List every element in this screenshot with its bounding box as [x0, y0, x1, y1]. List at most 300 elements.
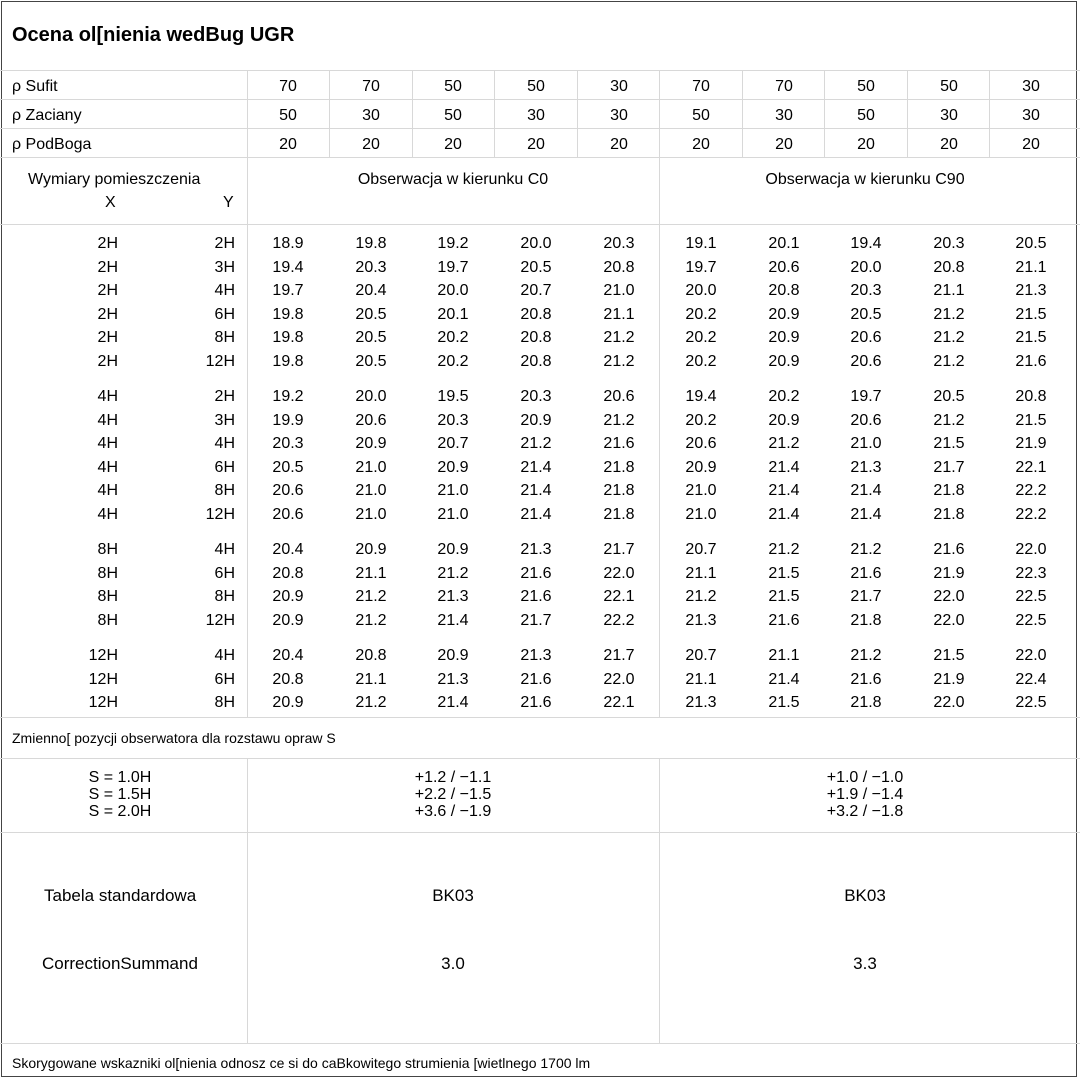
- ugr-value-c90: 19.4: [850, 235, 882, 252]
- ugr-value-c90: 20.9: [768, 412, 800, 429]
- divider: [0, 99, 1080, 100]
- ugr-value-c90: 21.0: [685, 482, 717, 499]
- ugr-value-c90: 21.8: [850, 612, 882, 629]
- room-dimension-x: 4H: [97, 459, 118, 476]
- ugr-value-c0: 19.2: [272, 388, 304, 405]
- c0-direction-heading: Obserwacja w kierunku C0: [357, 171, 549, 188]
- ugr-value-c0: 21.7: [603, 541, 635, 558]
- ugr-value-c0: 21.6: [520, 565, 552, 582]
- ugr-value-c0: 22.1: [603, 588, 635, 605]
- reflectance-value: 30: [1022, 78, 1040, 95]
- ugr-value-c90: 21.0: [850, 435, 882, 452]
- ugr-value-c90: 21.1: [685, 565, 717, 582]
- ugr-value-c0: 20.7: [437, 435, 469, 452]
- ugr-value-c0: 20.0: [355, 388, 387, 405]
- c90-direction-heading: Obserwacja w kierunku C90: [765, 171, 965, 188]
- reflectance-value: 20: [940, 136, 958, 153]
- ugr-value-c0: 20.7: [520, 282, 552, 299]
- ugr-value-c90: 20.2: [685, 329, 717, 346]
- ugr-value-c0: 20.8: [272, 671, 304, 688]
- ugr-value-c90: 21.7: [933, 459, 965, 476]
- ugr-value-c0: 21.8: [603, 482, 635, 499]
- ugr-value-c0: 20.3: [603, 235, 635, 252]
- divider: [0, 832, 1080, 833]
- ugr-value-c90: 22.2: [1015, 506, 1047, 523]
- reflectance-value: 20: [857, 136, 875, 153]
- ugr-value-c90: 21.4: [768, 506, 800, 523]
- room-dimension-x: 4H: [97, 412, 118, 429]
- ugr-value-c0: 21.2: [355, 588, 387, 605]
- divider: [247, 70, 248, 157]
- room-dimension-y: 8H: [214, 694, 235, 711]
- ugr-value-c90: 20.2: [685, 412, 717, 429]
- divider: [989, 70, 990, 157]
- ugr-value-c90: 19.1: [685, 235, 717, 252]
- ugr-value-c0: 20.8: [355, 647, 387, 664]
- standard-table-label: Tabela standardowa: [44, 886, 197, 905]
- room-dimension-x: 2H: [97, 282, 118, 299]
- ugr-value-c90: 19.7: [850, 388, 882, 405]
- room-dimension-x: 2H: [97, 329, 118, 346]
- ugr-value-c90: 20.2: [768, 388, 800, 405]
- ugr-value-c90: 21.2: [768, 541, 800, 558]
- reflectance-value: 70: [775, 78, 793, 95]
- divider: [824, 70, 825, 157]
- reflectance-value: 50: [444, 78, 462, 95]
- room-dimension-y: 6H: [214, 306, 235, 323]
- room-dimension-y: 8H: [214, 329, 235, 346]
- ugr-value-c0: 20.5: [355, 306, 387, 323]
- ugr-value-c90: 21.5: [1015, 412, 1047, 429]
- ugr-value-c90: 20.6: [685, 435, 717, 452]
- ugr-value-c90: 20.5: [1015, 235, 1047, 252]
- standard-table-c0: BK03: [432, 886, 474, 905]
- room-dimension-x: 8H: [97, 541, 118, 558]
- ugr-value-c0: 20.9: [437, 541, 469, 558]
- ugr-value-c0: 21.3: [520, 647, 552, 664]
- reflectance-value: 20: [444, 136, 462, 153]
- room-dimension-x: 2H: [97, 353, 118, 370]
- ugr-value-c0: 21.8: [603, 459, 635, 476]
- ugr-value-c0: 20.9: [272, 694, 304, 711]
- ugr-value-c90: 22.5: [1015, 588, 1047, 605]
- ugr-value-c0: 20.0: [520, 235, 552, 252]
- room-dimension-x: 2H: [97, 235, 118, 252]
- ugr-value-c0: 20.3: [520, 388, 552, 405]
- variation-value: +1.2 / −1.1: [414, 769, 492, 786]
- divider: [659, 758, 660, 1043]
- divider: [0, 224, 1080, 225]
- spacing-value: S = 1.0H: [88, 769, 152, 786]
- spacing-column: [60, 769, 180, 820]
- ugr-value-c0: 21.0: [355, 459, 387, 476]
- variation-value: +1.0 / −1.0: [826, 769, 904, 786]
- ugr-value-c0: 20.9: [355, 435, 387, 452]
- reflectance-value: 50: [527, 78, 545, 95]
- ugr-value-c90: 21.1: [933, 282, 965, 299]
- room-dimension-x: 8H: [97, 612, 118, 629]
- room-dimension-y: 2H: [214, 235, 235, 252]
- ugr-value-c0: 19.2: [437, 235, 469, 252]
- ugr-value-c0: 21.2: [603, 412, 635, 429]
- ugr-value-c90: 21.1: [768, 647, 800, 664]
- ugr-value-c0: 20.9: [355, 541, 387, 558]
- room-dimension-y: 4H: [214, 647, 235, 664]
- ugr-value-c90: 19.4: [685, 388, 717, 405]
- ugr-value-c90: 21.9: [933, 565, 965, 582]
- room-dimension-x: 4H: [97, 435, 118, 452]
- divider: [412, 70, 413, 157]
- ugr-value-c0: 21.2: [355, 694, 387, 711]
- ugr-value-c0: 20.0: [437, 282, 469, 299]
- ugr-value-c0: 22.1: [603, 694, 635, 711]
- ugr-value-c0: 20.8: [520, 353, 552, 370]
- room-dimension-y: 12H: [205, 353, 235, 370]
- ugr-value-c0: 21.4: [520, 459, 552, 476]
- ugr-value-c0: 20.8: [520, 306, 552, 323]
- ugr-value-c90: 21.2: [685, 588, 717, 605]
- ugr-value-c90: 21.3: [685, 694, 717, 711]
- ugr-value-c0: 20.4: [272, 647, 304, 664]
- reflectance-ceiling-label: ρ Sufit: [12, 78, 58, 95]
- ugr-value-c90: 21.5: [768, 588, 800, 605]
- ugr-value-c90: 20.6: [850, 353, 882, 370]
- ugr-value-c90: 22.0: [933, 588, 965, 605]
- ugr-value-c90: 20.5: [933, 388, 965, 405]
- variation-value: +3.2 / −1.8: [826, 803, 904, 820]
- reflectance-value: 20: [279, 136, 297, 153]
- ugr-value-c90: 21.6: [768, 612, 800, 629]
- reflectance-value: 30: [940, 107, 958, 124]
- room-dimension-x: 12H: [88, 647, 118, 664]
- ugr-value-c0: 19.9: [272, 412, 304, 429]
- footer-note: Skorygowane wskazniki ol[nienia odnosz ce si do caBkowitego strumienia [wietlnego 1700 lm: [12, 1055, 591, 1071]
- divider: [247, 758, 248, 1043]
- ugr-value-c90: 21.5: [933, 435, 965, 452]
- reflectance-value: 30: [362, 107, 380, 124]
- ugr-value-c0: 21.2: [355, 612, 387, 629]
- reflectance-value: 70: [692, 78, 710, 95]
- reflectance-value: 20: [692, 136, 710, 153]
- ugr-value-c0: 21.4: [437, 694, 469, 711]
- ugr-value-c0: 20.8: [520, 329, 552, 346]
- ugr-value-c90: 22.0: [1015, 647, 1047, 664]
- room-dimension-y: 6H: [214, 671, 235, 688]
- ugr-value-c90: 21.2: [933, 412, 965, 429]
- ugr-value-c0: 22.0: [603, 671, 635, 688]
- ugr-value-c0: 20.5: [355, 353, 387, 370]
- ugr-value-c90: 20.2: [685, 353, 717, 370]
- ugr-value-c90: 20.9: [768, 306, 800, 323]
- ugr-value-c0: 21.1: [355, 671, 387, 688]
- reflectance-value: 50: [444, 107, 462, 124]
- divider: [577, 70, 578, 157]
- ugr-value-c0: 20.6: [272, 482, 304, 499]
- room-dimension-y: 4H: [214, 541, 235, 558]
- ugr-value-c0: 20.8: [272, 565, 304, 582]
- ugr-value-c90: 22.0: [1015, 541, 1047, 558]
- divider: [0, 157, 1080, 158]
- reflectance-value: 20: [775, 136, 793, 153]
- ugr-value-c90: 20.7: [685, 541, 717, 558]
- ugr-value-c90: 21.6: [850, 671, 882, 688]
- ugr-value-c0: 20.6: [272, 506, 304, 523]
- room-dimension-x: 12H: [88, 694, 118, 711]
- ugr-value-c0: 20.3: [437, 412, 469, 429]
- room-dimension-y: 6H: [214, 565, 235, 582]
- room-dimension-y: 3H: [214, 259, 235, 276]
- divider: [0, 1043, 1080, 1044]
- ugr-value-c0: 20.3: [272, 435, 304, 452]
- reflectance-value: 30: [1022, 107, 1040, 124]
- ugr-value-c90: 21.6: [1015, 353, 1047, 370]
- ugr-value-c0: 21.4: [520, 506, 552, 523]
- correction-summand-c90: 3.3: [853, 954, 877, 973]
- ugr-value-c0: 20.6: [603, 388, 635, 405]
- ugr-value-c90: 22.5: [1015, 612, 1047, 629]
- ugr-value-c0: 20.5: [272, 459, 304, 476]
- reflectance-value: 50: [279, 107, 297, 124]
- c0-variation-column: [353, 769, 553, 820]
- divider: [907, 70, 908, 157]
- divider: [0, 758, 1080, 759]
- ugr-value-c90: 21.4: [768, 482, 800, 499]
- reflectance-value: 30: [610, 107, 628, 124]
- divider: [494, 70, 495, 157]
- ugr-value-c0: 21.0: [355, 506, 387, 523]
- ugr-value-c0: 21.0: [355, 482, 387, 499]
- divider: [329, 70, 330, 157]
- ugr-value-c90: 20.3: [850, 282, 882, 299]
- ugr-value-c90: 20.0: [850, 259, 882, 276]
- ugr-value-c90: 20.8: [768, 282, 800, 299]
- ugr-value-c0: 21.2: [520, 435, 552, 452]
- divider: [742, 70, 743, 157]
- reflectance-value: 50: [692, 107, 710, 124]
- ugr-value-c0: 21.3: [520, 541, 552, 558]
- ugr-value-c90: 21.2: [933, 353, 965, 370]
- reflectance-value: 30: [527, 107, 545, 124]
- ugr-value-c0: 21.4: [520, 482, 552, 499]
- ugr-value-c90: 20.0: [685, 282, 717, 299]
- divider: [659, 157, 660, 717]
- room-dimensions-label: Wymiary pomieszczenia: [28, 171, 201, 188]
- ugr-value-c90: 21.2: [850, 541, 882, 558]
- ugr-value-c90: 21.2: [933, 329, 965, 346]
- spacing-value: S = 2.0H: [88, 803, 152, 820]
- variation-value: +3.6 / −1.9: [414, 803, 492, 820]
- ugr-value-c90: 21.5: [1015, 329, 1047, 346]
- ugr-value-c90: 22.2: [1015, 482, 1047, 499]
- reflectance-value: 20: [1022, 136, 1040, 153]
- ugr-value-c0: 19.8: [272, 329, 304, 346]
- ugr-value-c0: 21.8: [603, 506, 635, 523]
- ugr-value-c0: 20.6: [355, 412, 387, 429]
- room-dimension-y: 3H: [214, 412, 235, 429]
- ugr-value-c0: 20.9: [437, 459, 469, 476]
- reflectance-value: 20: [527, 136, 545, 153]
- ugr-value-c90: 21.5: [768, 694, 800, 711]
- ugr-value-c90: 21.8: [850, 694, 882, 711]
- ugr-value-c90: 21.4: [768, 671, 800, 688]
- ugr-value-c90: 21.4: [850, 506, 882, 523]
- divider: [247, 157, 248, 717]
- ugr-value-c90: 20.9: [768, 329, 800, 346]
- room-dimension-y: 8H: [214, 588, 235, 605]
- divider: [0, 70, 1080, 71]
- ugr-value-c90: 21.3: [685, 612, 717, 629]
- ugr-value-c90: 20.6: [768, 259, 800, 276]
- room-dimension-x: 4H: [97, 388, 118, 405]
- room-dimension-x: 4H: [97, 482, 118, 499]
- ugr-value-c90: 21.4: [768, 459, 800, 476]
- ugr-value-c90: 21.7: [850, 588, 882, 605]
- ugr-value-c0: 21.7: [603, 647, 635, 664]
- reflectance-value: 70: [362, 78, 380, 95]
- ugr-value-c90: 21.8: [933, 482, 965, 499]
- ugr-value-c0: 20.1: [437, 306, 469, 323]
- ugr-value-c0: 19.7: [437, 259, 469, 276]
- ugr-value-c90: 21.9: [933, 671, 965, 688]
- ugr-value-c90: 20.6: [850, 412, 882, 429]
- ugr-value-c90: 20.3: [933, 235, 965, 252]
- reflectance-value: 50: [857, 107, 875, 124]
- ugr-value-c0: 21.1: [355, 565, 387, 582]
- ugr-value-c0: 21.3: [437, 671, 469, 688]
- ugr-value-c90: 20.5: [850, 306, 882, 323]
- room-dimension-y: 6H: [214, 459, 235, 476]
- ugr-value-c0: 21.7: [520, 612, 552, 629]
- ugr-value-c0: 21.2: [603, 329, 635, 346]
- ugr-value-c0: 19.5: [437, 388, 469, 405]
- correction-summand-label: CorrectionSummand: [42, 954, 198, 973]
- variation-value: +2.2 / −1.5: [414, 786, 492, 803]
- ugr-value-c0: 18.9: [272, 235, 304, 252]
- reflectance-value: 30: [775, 107, 793, 124]
- c90-variation-column: [765, 769, 965, 820]
- reflectance-value: 30: [610, 78, 628, 95]
- ugr-value-c90: 21.2: [933, 306, 965, 323]
- ugr-value-c90: 20.6: [850, 329, 882, 346]
- ugr-value-c0: 20.5: [355, 329, 387, 346]
- ugr-value-c90: 20.9: [768, 353, 800, 370]
- ugr-value-c90: 22.4: [1015, 671, 1047, 688]
- ugr-value-c90: 21.9: [1015, 435, 1047, 452]
- ugr-value-c0: 21.0: [603, 282, 635, 299]
- divider: [0, 717, 1080, 718]
- ugr-value-c0: 21.1: [603, 306, 635, 323]
- reflectance-value: 20: [362, 136, 380, 153]
- ugr-value-c90: 21.6: [933, 541, 965, 558]
- ugr-value-c0: 21.6: [520, 588, 552, 605]
- reflectance-value: 20: [610, 136, 628, 153]
- room-dimension-x: 8H: [97, 588, 118, 605]
- ugr-value-c90: 22.0: [933, 694, 965, 711]
- ugr-value-c0: 21.6: [520, 694, 552, 711]
- observer-variation-label: Zmienno[ pozycji obserwatora dla rozstawu opraw S: [12, 730, 336, 746]
- ugr-value-c0: 21.0: [437, 506, 469, 523]
- ugr-value-c0: 21.6: [603, 435, 635, 452]
- ugr-value-c0: 20.8: [603, 259, 635, 276]
- ugr-value-c0: 20.9: [437, 647, 469, 664]
- page-title: Ocena ol[nienia wedBug UGR: [12, 24, 295, 46]
- ugr-value-c90: 20.1: [768, 235, 800, 252]
- ugr-value-c0: 19.7: [272, 282, 304, 299]
- ugr-value-c0: 21.4: [437, 612, 469, 629]
- ugr-value-c90: 21.2: [850, 647, 882, 664]
- ugr-value-c90: 20.2: [685, 306, 717, 323]
- variation-value: +1.9 / −1.4: [826, 786, 904, 803]
- room-dimension-x: 2H: [97, 306, 118, 323]
- ugr-value-c90: 21.3: [850, 459, 882, 476]
- ugr-value-c90: 20.8: [1015, 388, 1047, 405]
- ugr-value-c90: 20.7: [685, 647, 717, 664]
- ugr-value-c90: 21.4: [850, 482, 882, 499]
- room-dimension-y: 12H: [205, 612, 235, 629]
- ugr-value-c90: 21.6: [850, 565, 882, 582]
- ugr-value-c0: 19.8: [272, 353, 304, 370]
- ugr-value-c0: 19.4: [272, 259, 304, 276]
- ugr-value-c0: 20.9: [520, 412, 552, 429]
- ugr-value-c90: 22.1: [1015, 459, 1047, 476]
- ugr-value-c90: 21.5: [1015, 306, 1047, 323]
- ugr-value-c0: 20.2: [437, 329, 469, 346]
- spacing-value: S = 1.5H: [88, 786, 152, 803]
- ugr-value-c0: 19.8: [272, 306, 304, 323]
- ugr-value-c90: 19.7: [685, 259, 717, 276]
- ugr-value-c90: 20.8: [933, 259, 965, 276]
- room-dimension-y: 2H: [214, 388, 235, 405]
- ugr-value-c90: 20.9: [685, 459, 717, 476]
- ugr-value-c0: 20.4: [272, 541, 304, 558]
- ugr-value-c0: 22.0: [603, 565, 635, 582]
- ugr-value-c0: 21.2: [437, 565, 469, 582]
- room-dimension-y: 8H: [214, 482, 235, 499]
- room-dimension-y: 4H: [214, 282, 235, 299]
- ugr-value-c0: 19.8: [355, 235, 387, 252]
- ugr-value-c0: 21.6: [520, 671, 552, 688]
- ugr-value-c90: 21.5: [933, 647, 965, 664]
- reflectance-walls-label: ρ Zaciany: [12, 107, 82, 124]
- ugr-value-c0: 20.4: [355, 282, 387, 299]
- ugr-value-c0: 21.0: [437, 482, 469, 499]
- ugr-value-c0: 21.3: [437, 588, 469, 605]
- room-dimension-y: 4H: [214, 435, 235, 452]
- ugr-value-c90: 21.1: [685, 671, 717, 688]
- room-dimension-x: 8H: [97, 565, 118, 582]
- standard-table-c90: BK03: [844, 886, 886, 905]
- reflectance-value: 70: [279, 78, 297, 95]
- ugr-value-c0: 20.2: [437, 353, 469, 370]
- ugr-value-c90: 22.3: [1015, 565, 1047, 582]
- reflectance-value: 50: [857, 78, 875, 95]
- ugr-value-c0: 20.9: [272, 588, 304, 605]
- ugr-value-c90: 21.8: [933, 506, 965, 523]
- y-axis-label: Y: [223, 194, 234, 211]
- ugr-value-c0: 20.9: [272, 612, 304, 629]
- ugr-value-c90: 22.5: [1015, 694, 1047, 711]
- ugr-value-c0: 20.3: [355, 259, 387, 276]
- ugr-value-c90: 21.1: [1015, 259, 1047, 276]
- ugr-value-c90: 21.5: [768, 565, 800, 582]
- reflectance-floor-label: ρ PodBoga: [12, 136, 92, 153]
- room-dimension-x: 2H: [97, 259, 118, 276]
- ugr-value-c90: 21.2: [768, 435, 800, 452]
- reflectance-value: 50: [940, 78, 958, 95]
- ugr-value-c0: 22.2: [603, 612, 635, 629]
- ugr-value-c0: 21.2: [603, 353, 635, 370]
- ugr-value-c90: 21.0: [685, 506, 717, 523]
